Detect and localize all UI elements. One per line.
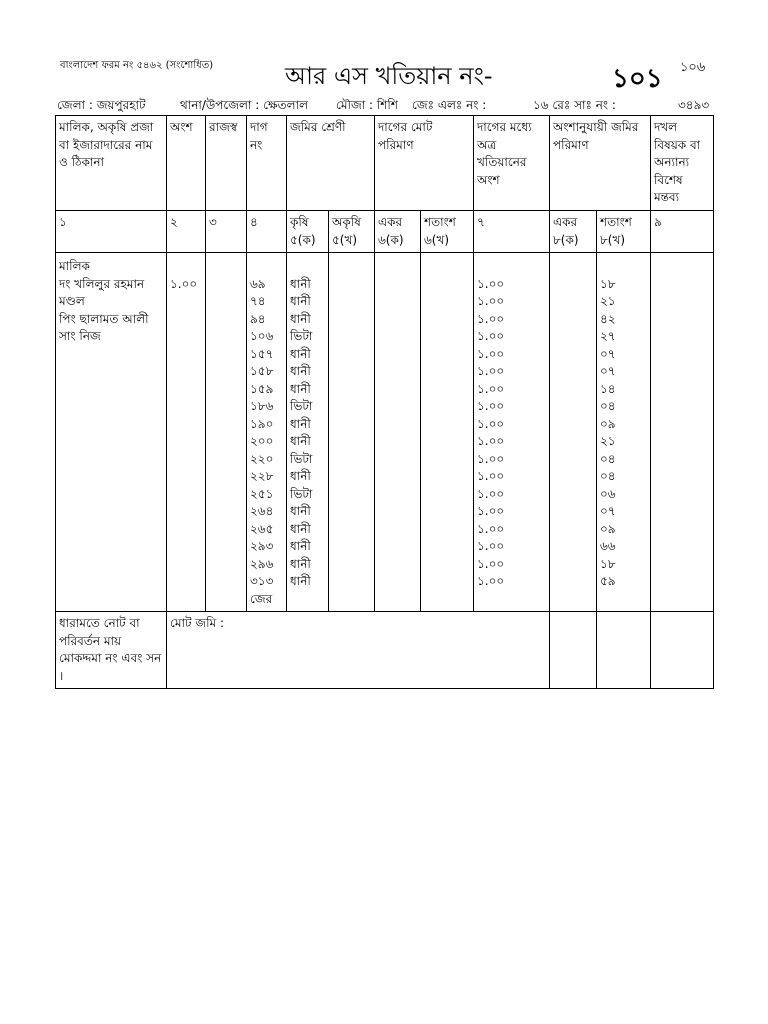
footer-remarks-cell: [651, 612, 714, 689]
col-header-owner: মালিক, অকৃষি প্রজা বা ইজারাদারের নাম ও ঠিকানা: [56, 116, 167, 211]
dag-share: ১.০০: [477, 486, 505, 501]
dag-share: ১.০০: [477, 381, 505, 396]
decimal-value: ০৯: [600, 521, 616, 536]
land-type: ভিটা: [290, 329, 313, 343]
dag-share: ১.০০: [477, 346, 505, 361]
decimal-value: ৬৬: [600, 539, 616, 553]
dag-share: ১.০০: [477, 294, 505, 308]
total-acre-cell: [375, 253, 421, 612]
land-type: ধানী: [290, 539, 311, 553]
serial-number: ৩৪৯৩: [678, 98, 710, 112]
col-header-revenue: রাজস্ব: [206, 116, 247, 211]
col-number-8b: শতাংশ ৮(খ): [597, 211, 651, 253]
decimal-value: ২১: [600, 434, 616, 448]
dag-share: ১.০০: [477, 521, 505, 536]
dag-number: ২৯৩: [250, 539, 274, 553]
page-title: আর এস খতিয়ান নং-: [285, 62, 493, 90]
col-number-6a: একর ৬(ক): [375, 211, 421, 253]
dag-number: ১৫৭: [250, 346, 274, 361]
column-number-row: [56, 211, 714, 253]
dag-share: ১.০০: [477, 451, 505, 466]
col-number-8a: একর ৮(ক): [550, 211, 597, 253]
dag-share: ১.০০: [477, 556, 505, 571]
col-number-5b: অকৃষি ৫(খ): [329, 211, 375, 253]
dag-share: ১.০০: [477, 276, 505, 291]
decimal-value: ১৮: [600, 556, 616, 571]
land-type: ভিটা: [290, 399, 313, 413]
dag-number: ১৮৬: [250, 399, 274, 413]
land-type: ধানী: [290, 311, 311, 326]
col-number-7: ৭: [474, 211, 550, 253]
col-number-6b: শতাংশ ৬(খ): [421, 211, 474, 253]
dag-number: ২৬৫: [250, 521, 274, 536]
share-acre-cell: [550, 253, 597, 612]
dag-number: ৭৪: [250, 294, 266, 308]
dag-number: ১৫৮: [250, 364, 274, 378]
col-header-total-area: দাগের মোট পরিমাণ: [375, 116, 474, 211]
owner-line: দং খলিলুর রহমান: [59, 276, 145, 291]
decimal-value: ০৪: [600, 451, 616, 466]
dag-number: ১০৬: [250, 329, 274, 343]
col-header-share-area: অংশানুযায়ী জমির পরিমাণ: [550, 116, 651, 211]
decimal-value: ০৪: [600, 469, 616, 483]
dag-share: ১.০০: [477, 469, 505, 483]
dag-share: ১.০০: [477, 311, 505, 326]
dag-number: জের: [250, 591, 273, 606]
owner-line: সাং নিজ: [59, 329, 101, 343]
share-value: ১.০০: [170, 276, 198, 291]
district-label: জেলা : জয়পুরহাট: [57, 98, 146, 112]
land-type: ধানী: [290, 294, 311, 308]
share-cell: [167, 253, 206, 612]
col-header-share: অংশ: [167, 116, 206, 211]
dag-number: ২০০: [250, 434, 274, 448]
land-type: ধানী: [290, 521, 311, 536]
note-cell: ধারামতে নোট বা পরিবর্তন মায় মোকদ্দমা নং এবং সন ।: [56, 612, 167, 689]
col-header-dag-number: দাগ নং: [247, 116, 287, 211]
land-type-cell: [287, 253, 329, 612]
dag-share: ১.০০: [477, 574, 505, 588]
col-number-2: ২: [167, 211, 206, 253]
table-header-row: [56, 116, 714, 211]
revenue-cell: [206, 253, 247, 612]
decimal-value: ০৭: [600, 346, 616, 361]
decimal-value: ৫৯: [600, 574, 616, 588]
dag-number: ৬৯: [250, 276, 266, 291]
dag-share: ১.০০: [477, 329, 505, 343]
khatian-number: ১০১: [612, 64, 663, 94]
land-type: ধানী: [290, 276, 311, 291]
col-header-land-class: জমির শ্রেণী: [287, 116, 375, 211]
jl-number-label: জেঃ এলঃ নং :: [412, 98, 487, 112]
dag-number: ১৯০: [250, 416, 274, 431]
owner-cell: [56, 253, 167, 612]
decimal-value: ১৮: [600, 276, 616, 291]
land-type: ভিটা: [290, 451, 313, 466]
khatian-share-cell: [474, 253, 550, 612]
form-number: বাংলাদেশ ফরম নং ৫৪৬২ (সংশোধিত): [60, 60, 214, 71]
decimal-value: ০৬: [600, 486, 616, 501]
decimal-value: ০৭: [600, 504, 616, 518]
mouza-label: মৌজা : শিশি: [336, 98, 398, 112]
col-header-khatian-share: দাগের মধ্যে অত্র খতিয়ানের অংশ: [474, 116, 550, 211]
land-type: ভিটা: [290, 486, 313, 501]
dag-number: ২২০: [250, 451, 274, 466]
col-number-4: ৪: [247, 211, 287, 253]
footer-decimal-cell: [597, 612, 651, 689]
owner-line: মণ্ডল: [59, 294, 85, 308]
col-number-5a: কৃষি ৫(ক): [287, 211, 329, 253]
table-body-row: [56, 253, 714, 612]
land-type: ধানী: [290, 434, 311, 448]
decimal-value: ০৪: [600, 399, 616, 413]
land-type: ধানী: [290, 364, 311, 378]
col-header-remarks: দখল বিষয়ক বা অন্যান্য বিশেষ মন্তব্য: [651, 116, 714, 211]
non-agri-cell: [329, 253, 375, 612]
dag-number: ৯৪: [250, 311, 266, 326]
decimal-value: ২৭: [600, 329, 616, 343]
dag-number: ২৬৪: [250, 504, 274, 518]
owner-line: মালিক: [59, 259, 90, 273]
decimal-value: ০৯: [600, 416, 616, 431]
dag-share: ১.০০: [477, 434, 505, 448]
dag-share: ১.০০: [477, 399, 505, 413]
dag-number-cell: [247, 253, 287, 612]
khatian-table: [55, 115, 714, 689]
decimal-value: ০৭: [600, 364, 616, 378]
land-type: ধানী: [290, 504, 311, 518]
land-type: ধানী: [290, 469, 311, 483]
dag-number: ২৯৬: [250, 556, 274, 571]
total-decimal-cell: [421, 253, 474, 612]
table-footer-row: [56, 612, 714, 689]
share-decimal-cell: [597, 253, 651, 612]
decimal-value: ১৪: [600, 381, 616, 396]
reg-number-label: ১৬ রেঃ সাঃ নং :: [533, 98, 616, 112]
remarks-cell: [651, 253, 714, 612]
dag-share: ১.০০: [477, 416, 505, 431]
land-type: ধানী: [290, 381, 311, 396]
dag-number: ২৫১: [250, 486, 274, 501]
total-land-cell: মোট জমি :: [167, 612, 550, 689]
dag-number: ২২৮: [250, 469, 274, 483]
col-number-1: ১: [56, 211, 167, 253]
col-number-3: ৩: [206, 211, 247, 253]
dag-share: ১.০০: [477, 539, 505, 553]
owner-line: পিং ছালামত আলী: [59, 311, 149, 326]
dag-number: ১৫৯: [250, 381, 274, 396]
col-number-9: ৯: [651, 211, 714, 253]
khatian-sub-number: ১০৬: [680, 60, 706, 75]
land-type: ধানী: [290, 556, 311, 571]
footer-acre-cell: [550, 612, 597, 689]
decimal-value: ২১: [600, 294, 616, 308]
dag-share: ১.০০: [477, 364, 505, 378]
decimal-value: ৪২: [600, 311, 616, 326]
dag-number: ৩১৩: [250, 574, 274, 588]
land-type: ধানী: [290, 416, 311, 431]
land-type: ধানী: [290, 574, 311, 588]
thana-label: থানা/উপজেলা : ক্ষেতলাল: [180, 98, 309, 112]
land-type: ধানী: [290, 346, 311, 361]
dag-share: ১.০০: [477, 504, 505, 518]
